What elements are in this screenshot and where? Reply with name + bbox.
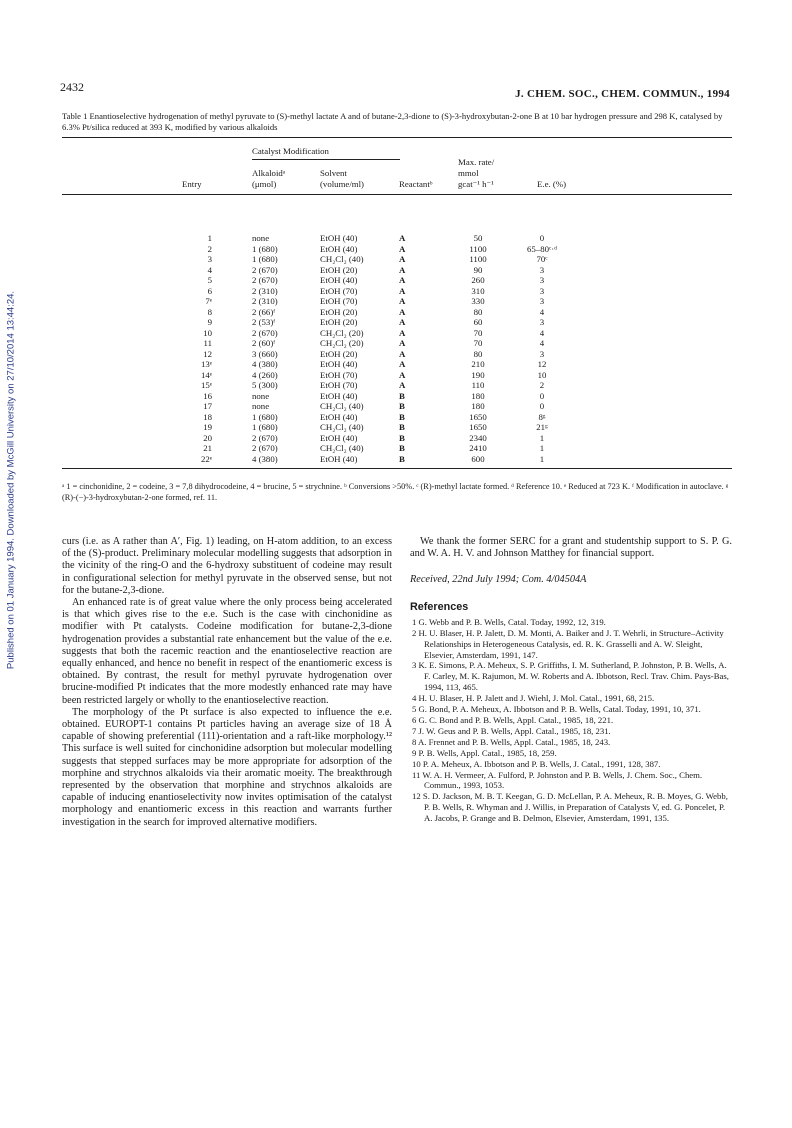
table-alkaloid-cell: 4 (380) <box>252 359 278 370</box>
table-rate-cell: 110 <box>471 380 485 391</box>
table-solvent-cell: EtOH (40) <box>320 243 358 254</box>
table-alkaloid-cell: 4 (260) <box>252 369 278 380</box>
table-entry-cell: 16 <box>203 390 212 401</box>
table-entry-cell: 10 <box>203 327 212 338</box>
table-reactant-cell: B <box>399 432 405 443</box>
reference-item: 3 K. E. Simons, P. A. Meheux, S. P. Griffiths, I. M. Sutherland, P. Johnston, P. B. Wells, A. F. Carley, M. K. Rajumon, M. W. Roberts and A. Ibbotson, Recl. Trav. Chim. Pays-Bas, 1994, 113, 465. <box>412 660 729 693</box>
ee-header: E.e. (%) <box>537 179 567 189</box>
rate-column <box>458 233 498 464</box>
alkaloid-header-unit: (μmol) <box>252 179 277 189</box>
solvent-column <box>320 233 400 464</box>
table-rate-cell: 90 <box>473 264 483 275</box>
table-solvent-cell: EtOH (40) <box>320 233 358 243</box>
table-reactant-cell: A <box>399 275 406 286</box>
table-reactant-cell: A <box>399 327 406 338</box>
paragraph: curs (i.e. as A rather than A′, Fig. 1) leading, on H-atom addition, to an excess of the (S)-product. Preliminary molecular modelling suggests that adsorption in the vicinity of the ring-O and the 6-hydroxy substituent of codeine may result in configurational selection for methyl pyruvate in the observed sense, but not for the butane-2,3-dione. <box>62 536 392 596</box>
group-header: Catalyst Modification <box>252 146 329 156</box>
table-rate-cell: 190 <box>471 369 485 380</box>
table-alkaloid-cell: 4 (380) <box>252 453 278 464</box>
table-reactant-cell: A <box>399 369 406 380</box>
table-entry-cell: 18 <box>203 411 212 422</box>
table-ee-cell: 10 <box>537 369 547 380</box>
table-reactant-cell: A <box>399 243 406 254</box>
solvent-header-label: Solvent <box>320 168 347 178</box>
journal-header: J. CHEM. SOC., CHEM. COMMUN., 1994 <box>515 88 730 100</box>
reference-item: 9 P. B. Wells, Appl. Catal., 1985, 18, 259. <box>412 747 557 758</box>
table-alkaloid-cell: 1 (680) <box>252 243 278 254</box>
table-solvent-cell: EtOH (20) <box>320 317 358 328</box>
table-ee-cell: 65–80ᶜ·ᵈ <box>527 243 557 254</box>
reference-item: 4 H. U. Blaser, H. P. Jalett and J. Wiehl, J. Mol. Catal., 1991, 68, 215. <box>412 693 655 704</box>
table-solvent-cell: EtOH (20) <box>320 264 358 275</box>
table-ee-cell: 0 <box>539 233 545 243</box>
table-rate-cell: 1650 <box>469 411 487 422</box>
table-solvent-cell: CH₂Cl₂ (20) <box>320 327 364 338</box>
table-reactant-cell: A <box>399 317 406 328</box>
table-rate-cell: 1650 <box>469 422 487 433</box>
table-entry-cell: 2 <box>207 243 212 254</box>
table-rate-cell: 1100 <box>469 243 487 254</box>
table-rate-cell: 60 <box>473 317 483 328</box>
reference-item: 12 S. D. Jackson, M. B. T. Keegan, G. D. McLellan, P. A. Meheux, R. B. Moyes, G. Webb, P. B. Wells, R. Whyman and J. Willis, in Preparation of Catalysts V, ed. G. Poncelet, P. A. Jacobs, P. Grange and B. Delmon, Elsevier, Amsterdam, 1991, 135. <box>412 791 728 824</box>
table-alkaloid-cell: none <box>252 390 270 401</box>
rate-header-line2: mmol <box>458 168 479 178</box>
table-entry-cell: 9 <box>207 317 212 328</box>
paragraph: The morphology of the Pt surface is also expected to influence the e.e. obtained. EUROPT-1 contains Pt particles having an average size of 18 Å capable of showing preferential (111)-orientation and a raft-like morphology.¹² This surface is well suited for cinchonidine adsorption but molecular modelling suggests that stepped surfaces may be more appropriate for adsorption of the morphine and strychnos alkaloids via their aromatic moeity. The breakthrough represented by the observation that morphine and strychnos alkaloids are capable of inducing enantioselectivity now invites optimisation of the catalyst morphology and enantiomeric excess in this reaction and warrants further investigation in the search for improved alternative modifiers. <box>62 706 392 828</box>
table-reactant-cell: A <box>399 285 406 296</box>
left-column <box>62 536 392 829</box>
table-ee-cell: 3 <box>539 275 545 286</box>
table-reactant-cell: A <box>399 233 406 243</box>
table-solvent-cell: CH₂Cl₂ (40) <box>320 443 364 454</box>
table-reactant-cell: B <box>399 411 405 422</box>
table-alkaloid-cell: 2 (310) <box>252 285 278 296</box>
table-ee-cell: 0 <box>539 401 545 412</box>
table-entry-cell: 12 <box>203 348 212 359</box>
table-rate-cell: 2410 <box>469 443 487 454</box>
table-entry-cell: 13ᵉ <box>200 359 212 370</box>
table-entry-cell: 22ᵉ <box>200 453 212 464</box>
table-entry-cell: 15ᵉ <box>200 380 212 391</box>
table-rate-cell: 260 <box>471 275 485 286</box>
table-entry-cell: 17 <box>203 401 212 412</box>
download-watermark <box>6 270 16 690</box>
table-solvent-cell: EtOH (40) <box>320 275 358 286</box>
reference-item: 6 G. C. Bond and P. B. Wells, Appl. Catal., 1985, 18, 221. <box>412 714 614 725</box>
table-rate-cell: 70 <box>473 327 483 338</box>
table-solvent-cell: EtOH (40) <box>320 411 358 422</box>
table-reactant-cell: B <box>399 453 405 464</box>
table-footnotes: ᵃ 1 = cinchonidine, 2 = codeine, 3 = 7,8 dihydrocodeine, 4 = brucine, 5 = strychnine. ᵇ Conversions >50%. ᶜ (R)-methyl lactate formed. ᵈ Reference 10. ᵉ Reduced at 723 K. ᶠ Modification in autoclave. ᵍ (R)-(−)-3-hydroxybutan-2-one formed, ref. 11. <box>62 482 729 502</box>
table-rate-cell: 70 <box>473 338 483 349</box>
download-notice: Published on 01 January 1994. Downloaded by McGill University on 27/10/2014 13:44:24. <box>5 290 17 670</box>
table-reactant-cell: A <box>399 338 406 349</box>
table-reactant-cell: A <box>399 306 406 317</box>
table-alkaloid-cell: 1 (680) <box>252 411 278 422</box>
table-solvent-cell: CH₂Cl₂ (40) <box>320 254 364 265</box>
table-solvent-cell: EtOH (40) <box>320 359 358 370</box>
table-ee-cell: 3 <box>539 348 545 359</box>
table-ee-cell: 1 <box>539 432 545 443</box>
table-ee-cell: 2 <box>539 380 545 391</box>
alkaloid-header <box>252 168 285 190</box>
table-ee-cell: 3 <box>539 296 545 307</box>
table-ee-cell: 4 <box>539 327 545 338</box>
reference-item: 5 G. Bond, P. A. Meheux, A. Ibbotson and P. B. Wells, Catal. Today, 1991, 10, 371. <box>412 704 701 715</box>
table-alkaloid-cell: none <box>252 401 270 412</box>
table-alkaloid-cell: none <box>252 233 270 243</box>
right-column <box>410 536 732 824</box>
table-ee-cell: 1 <box>539 443 545 454</box>
table-reactant-cell: A <box>399 296 406 307</box>
table-solvent-cell: EtOH (40) <box>320 390 358 401</box>
table-ee-cell: 8ᵍ <box>538 411 546 422</box>
table-entry-cell: 7ᵉ <box>205 296 212 307</box>
table-reactant-cell: A <box>399 348 406 359</box>
table-ee-cell: 3 <box>539 285 545 296</box>
table-ee-cell: 70ᶜ <box>536 254 548 265</box>
table-rate-cell: 80 <box>473 306 483 317</box>
table-rate-cell: 50 <box>473 233 483 243</box>
table-ee-cell: 3 <box>539 264 545 275</box>
table-rate-cell: 600 <box>471 453 485 464</box>
table-entry-cell: 19 <box>203 422 212 433</box>
entry-header: Entry <box>182 179 202 189</box>
table-reactant-cell: A <box>399 254 406 265</box>
table-ee-cell: 0 <box>539 390 545 401</box>
table-entry-cell: 20 <box>203 432 212 443</box>
table-ee-cell: 3 <box>539 317 545 328</box>
table-rate-cell: 1100 <box>469 254 487 265</box>
received-date: Received, 22nd July 1994; Com. 4/04504A <box>410 574 587 586</box>
references-list <box>410 617 732 824</box>
table-solvent-cell: EtOH (70) <box>320 369 358 380</box>
table-solvent-cell: EtOH (20) <box>320 348 358 359</box>
alkaloid-header-label: Alkaloidᵃ <box>252 168 286 178</box>
table-entry-cell: 8 <box>207 306 212 317</box>
table-reactant-cell: B <box>399 443 405 454</box>
table-alkaloid-cell: 2 (60)ᶠ <box>252 338 276 349</box>
table-rate-cell: 180 <box>471 390 485 401</box>
table-reactant-cell: A <box>399 359 406 370</box>
table-ee-cell: 4 <box>539 338 545 349</box>
entry-column <box>188 233 212 464</box>
acknowledgement: We thank the former SERC for a grant and studentship support to S. P. G. and W. A. H. V. and Johnson Matthey for financial support. <box>410 536 732 560</box>
reference-item: 8 A. Frennet and P. B. Wells, Appl. Catal., 1985, 18, 243. <box>412 736 611 747</box>
table-ee-cell: 1 <box>539 453 545 464</box>
table-entry-cell: 3 <box>207 254 212 265</box>
table-bottom-rule <box>62 468 732 469</box>
table-alkaloid-cell: 2 (670) <box>252 264 278 275</box>
table-entry-cell: 21 <box>203 443 212 454</box>
rate-header-line1: Max. rate/ <box>458 157 495 167</box>
table-alkaloid-cell: 2 (670) <box>252 432 278 443</box>
table-ee-cell: 12 <box>537 359 547 370</box>
ee-column <box>524 233 560 464</box>
reference-item: 2 H. U. Blaser, H. P. Jalett, D. M. Monti, A. Baiker and J. T. Wehrli, in Structure–Activity Relationships in Heterogeneous Catalysis, ed. R. K. Grasselli and A. W. Sleight, Elsevier, Amsterdam, 1991, 147. <box>412 627 724 660</box>
reference-item: 11 W. A. H. Vermeer, A. Fulford, P. Johnston and P. B. Wells, J. Chem. Soc., Chem. Commun., 1993, 1053. <box>412 769 703 791</box>
table-rate-cell: 210 <box>471 359 485 370</box>
table-alkaloid-cell: 2 (53)ᶠ <box>252 317 276 328</box>
table-solvent-cell: EtOH (70) <box>320 296 358 307</box>
table-alkaloid-cell: 2 (310) <box>252 296 278 307</box>
reference-item: 1 G. Webb and P. B. Wells, Catal. Today, 1992, 12, 319. <box>412 616 606 627</box>
table-solvent-cell: CH₂Cl₂ (20) <box>320 338 364 349</box>
table-rate-cell: 2340 <box>469 432 487 443</box>
table-rate-cell: 310 <box>471 285 485 296</box>
table-alkaloid-cell: 1 (680) <box>252 422 278 433</box>
group-rule <box>252 159 400 160</box>
table-entry-cell: 1 <box>207 233 212 243</box>
table-caption: Table 1 Enantioselective hydrogenation of methyl pyruvate to (S)-methyl lactate A and of butane-2,3-dione to (S)-3-hydroxybutan-2-one B at 10 bar hydrogen pressure and 298 K, catalysed by 6.3% Pt/silica reduced at 393 K, modified by various alkaloids <box>62 111 723 132</box>
table-entry-cell: 6 <box>207 285 212 296</box>
table-alkaloid-cell: 2 (670) <box>252 327 278 338</box>
table-solvent-cell: EtOH (40) <box>320 432 358 443</box>
table-entry-cell: 11 <box>203 338 212 349</box>
table-reactant-cell: B <box>399 401 405 412</box>
rate-header-line3: gcat⁻¹ h⁻¹ <box>458 179 494 189</box>
table-solvent-cell: EtOH (40) <box>320 453 358 464</box>
references-heading: References <box>410 600 469 613</box>
table-reactant-cell: A <box>399 380 406 391</box>
table-alkaloid-cell: 5 (300) <box>252 380 278 391</box>
table-solvent-cell: EtOH (20) <box>320 306 358 317</box>
reactant-column <box>399 233 419 464</box>
solvent-header <box>320 168 364 190</box>
table-reactant-cell: B <box>399 422 405 433</box>
reference-item: 7 J. W. Geus and P. B. Wells, Appl. Catal., 1985, 18, 231. <box>412 725 611 736</box>
table-rate-cell: 330 <box>471 296 485 307</box>
table-entry-cell: 14ᵉ <box>200 369 212 380</box>
table-top-rule <box>62 137 732 138</box>
table-solvent-cell: EtOH (70) <box>320 285 358 296</box>
rate-header <box>458 157 528 190</box>
table-ee-cell: 4 <box>539 306 545 317</box>
table-ee-cell: 21ᵍ <box>536 422 548 433</box>
page-number: 2432 <box>60 80 84 94</box>
reactant-header: Reactantᵇ <box>399 179 433 189</box>
table-solvent-cell: CH₂Cl₂ (40) <box>320 422 364 433</box>
solvent-header-unit: (volume/ml) <box>320 179 364 189</box>
table-solvent-cell: CH₂Cl₂ (40) <box>320 401 364 412</box>
table-alkaloid-cell: 3 (660) <box>252 348 278 359</box>
table-reactant-cell: B <box>399 390 405 401</box>
table-solvent-cell: EtOH (70) <box>320 380 358 391</box>
table-rate-cell: 80 <box>473 348 483 359</box>
table-rate-cell: 180 <box>471 401 485 412</box>
table-reactant-cell: A <box>399 264 406 275</box>
table-alkaloid-cell: 1 (680) <box>252 254 278 265</box>
table-entry-cell: 5 <box>207 275 212 286</box>
reference-item: 10 P. A. Meheux, A. Ibbotson and P. B. Wells, J. Catal., 1991, 128, 387. <box>412 758 661 769</box>
table-alkaloid-cell: 2 (670) <box>252 275 278 286</box>
table-header-rule <box>62 194 732 195</box>
table-entry-cell: 4 <box>207 264 212 275</box>
paragraph: An enhanced rate is of great value where the only process being accelerated is that which gives rise to the e.e. Such is the case with cinchonidine as modifier with Pt catalysts. Codeine modification for butane-2,3-dione hydrogenation provides a substantial rate enhancement but the value of the e.e. suggests that both the racemic reaction and the enantioselective reaction are equally enhanced, and hence no benefit in respect of the enantiomeric excess is obtained. By contrast, the result for methyl pyruvate hydrogenation over brucine-modified Pt indicates that the more modestly enhanced rate may have been restricted largely or wholly to the enantioselective reaction. <box>62 597 392 706</box>
table-alkaloid-cell: 2 (66)ᶠ <box>252 306 276 317</box>
table-alkaloid-cell: 2 (670) <box>252 443 278 454</box>
alkaloid-column <box>252 233 322 464</box>
